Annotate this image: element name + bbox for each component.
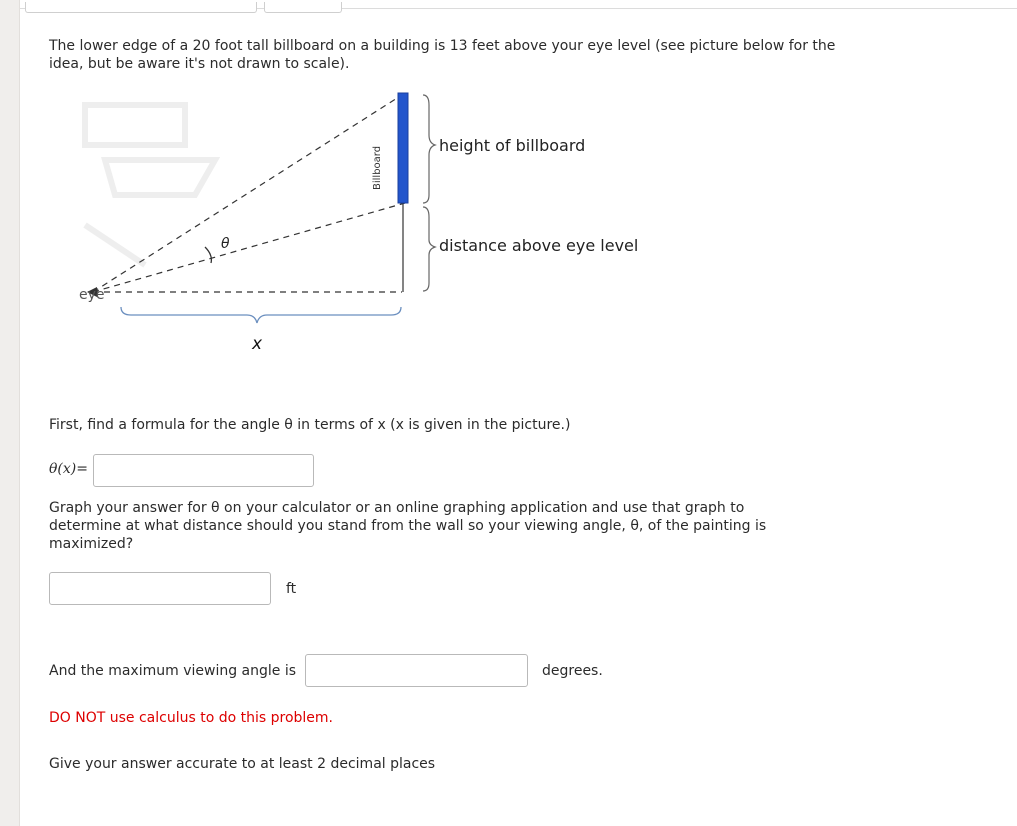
max-angle-input[interactable] [305, 654, 528, 687]
distance-above-eye-label: distance above eye level [439, 236, 639, 255]
billboard-diagram [75, 85, 645, 360]
lower-sight-line [93, 203, 405, 292]
distance-input[interactable] [49, 572, 271, 605]
eye-label: eye [79, 287, 105, 303]
theta-arc [205, 247, 211, 263]
accuracy-note: Give your answer accurate to at least 2 decimal places [49, 756, 436, 772]
distance-brace [423, 207, 435, 291]
top-divider [20, 8, 1017, 9]
left-rail [0, 0, 20, 826]
distance-unit: ft [286, 581, 297, 597]
theta-function-label: θ(x)= [49, 461, 88, 477]
max-angle-label: And the maximum viewing angle is [49, 663, 297, 679]
graph-question: Graph your answer for θ on your calculator or an online graphing application and use that graph to determine at what distance should you stand from the wall so your viewing angle, θ, of the painting is maximized? [49, 500, 767, 552]
tab-stub[interactable] [25, 2, 257, 13]
billboard-label: Billboard [372, 145, 383, 190]
x-label: x [252, 334, 263, 354]
billboard-rect [398, 93, 408, 203]
formula-question: First, find a formula for the angle θ in terms of x (x is given in the picture.) [49, 417, 571, 433]
calculus-warning: DO NOT use calculus to do this problem. [49, 710, 333, 726]
faint-background-sketch [85, 105, 215, 265]
height-of-billboard-label: height of billboard [439, 136, 586, 155]
degrees-unit: degrees. [542, 663, 603, 679]
theta-symbol: θ [221, 236, 230, 252]
x-brace [121, 307, 401, 323]
theta-formula-input[interactable] [93, 454, 314, 487]
problem-intro: The lower edge of a 20 foot tall billboard on a building is 13 feet above your eye level (see picture below for the idea, but be aware it's not drawn to scale). [49, 38, 836, 72]
tab-stub[interactable] [264, 2, 342, 13]
height-brace [423, 95, 435, 203]
